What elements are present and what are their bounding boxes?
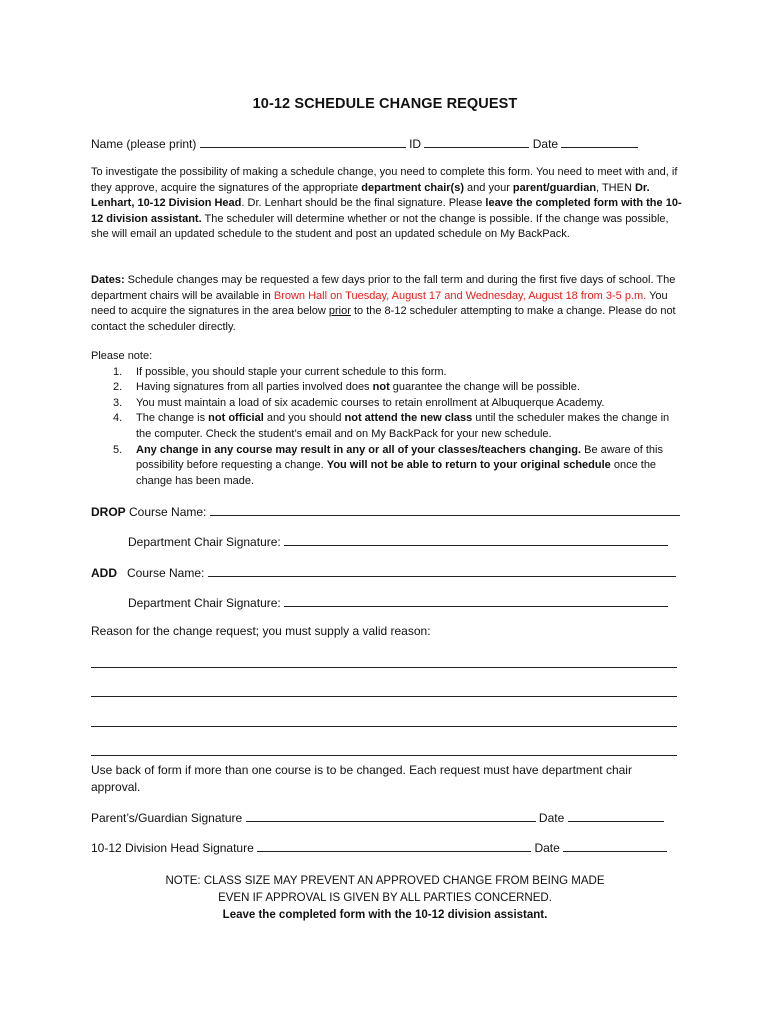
reason-line-1[interactable]	[91, 667, 677, 668]
list-text: guarantee the change will be possible.	[389, 381, 580, 394]
list-text: until the scheduler makes the change in the computer. Check the student’s email and on My BackPack for your new schedule.	[136, 412, 670, 440]
intro-parent: parent/guardian	[512, 181, 597, 194]
add-chair-line	[128, 594, 668, 610]
list-bold: not official	[208, 412, 264, 425]
footer-line-3: Leave the completed form with the 10-12 division assistant.	[222, 909, 548, 921]
footer-line-1: NOTE: CLASS SIZE MAY PREVENT AN APPROVED CHANGE FROM BEING MADE	[165, 875, 605, 887]
name-field[interactable]	[200, 135, 406, 148]
dates-prior: prior	[328, 305, 351, 318]
list-number: 1.	[113, 365, 123, 378]
please-note-section	[91, 349, 687, 489]
intro-text-4: . Dr. Lenhart should be the final signature. Please	[241, 197, 486, 210]
parent-signature-label: Parent’s/Guardian Signature	[91, 811, 243, 825]
add-course-line	[91, 564, 676, 580]
intro-text-1: To investigate the possibility of making a schedule change, you need to complete this form. You need to meet with and, if they approve, acquire the signatures of the appropriate	[91, 166, 678, 194]
id-label: ID	[409, 137, 422, 151]
list-item	[91, 365, 687, 381]
intro-text-2: and your	[464, 181, 513, 194]
drop-chair-line	[128, 533, 668, 549]
footer-line-2: EVEN IF APPROVAL IS GIVEN BY ALL PARTIES CONCERNED.	[218, 892, 552, 904]
drop-label: DROP	[91, 505, 126, 519]
reason-line-2[interactable]	[91, 696, 677, 697]
intro-text-5: The scheduler will determine whether or not the change is possible. If the change was possible, she will email an updated schedule to the student and post an updated schedule on My BackPack.	[91, 212, 669, 241]
division-signature-line	[91, 839, 667, 855]
drop-course-label: Course Name:	[125, 505, 207, 519]
dates-text-2: You need to acquire the signatures in the area below	[91, 289, 668, 318]
add-chair-signature-field[interactable]	[284, 594, 668, 607]
list-item	[91, 411, 687, 442]
list-text: and you should	[263, 412, 345, 425]
list-number: 5.	[113, 443, 123, 456]
page-title: 10-12 SCHEDULE CHANGE REQUEST	[252, 96, 518, 112]
list-item	[91, 380, 687, 396]
add-course-label: Course Name:	[117, 566, 205, 580]
list-bold: Any change in any course may result in any or all of your classes/teachers changing.	[136, 443, 582, 456]
notes-list	[91, 365, 687, 490]
list-text: once the change has been made.	[136, 459, 657, 487]
list-number: 4.	[113, 412, 123, 425]
drop-course-field[interactable]	[210, 503, 680, 516]
back-of-form-note: Use back of form if more than one course is to be changed. Each request must have department chair approval.	[91, 763, 632, 794]
parent-date-label: Date	[538, 811, 565, 825]
reason-line-3[interactable]	[91, 726, 677, 727]
date-label: Date	[532, 137, 559, 151]
intro-text-3: , THEN	[596, 181, 635, 194]
division-signature-label: 10-12 Division Head Signature	[91, 841, 254, 855]
drop-chair-signature-field[interactable]	[284, 533, 668, 546]
dates-text-3: to the 8-12 scheduler attempting to make a change. Please do not contact the scheduler directly.	[91, 305, 676, 333]
add-chair-label: Department Chair Signature:	[128, 596, 281, 610]
list-text: The change is	[136, 412, 209, 425]
name-label: Name (please print)	[91, 137, 197, 151]
list-text: Having signatures from all parties involved does	[136, 381, 373, 394]
reason-line-4[interactable]	[91, 755, 677, 756]
add-course-field[interactable]	[208, 564, 676, 577]
drop-chair-label: Department Chair Signature:	[128, 535, 281, 549]
dates-text-1: Schedule changes may be requested a few days prior to the fall term and during the first five days of school. The department chairs will be available in	[91, 274, 676, 302]
division-date-field[interactable]	[563, 839, 667, 852]
id-field[interactable]	[424, 135, 529, 148]
list-number: 2.	[113, 381, 123, 394]
list-item	[91, 396, 687, 412]
parent-date-field[interactable]	[568, 809, 664, 822]
name-id-date-line	[91, 135, 691, 151]
reason-label: Reason for the change request; you must supply a valid reason:	[91, 624, 431, 638]
list-number: 3.	[113, 396, 123, 409]
footer-note	[0, 873, 770, 924]
dates-paragraph	[91, 273, 687, 335]
list-text: If possible, you should staple your current schedule to this form.	[136, 365, 447, 378]
intro-paragraph	[91, 165, 687, 243]
parent-signature-field[interactable]	[246, 809, 536, 822]
division-date-label: Date	[534, 841, 560, 855]
please-note-label: Please note:	[91, 350, 153, 362]
drop-course-line	[91, 503, 680, 519]
list-text: Be aware of this possibility before requesting a change.	[136, 443, 663, 472]
parent-signature-line	[91, 809, 664, 825]
date-field[interactable]	[561, 135, 638, 148]
list-bold: You will not be able to return to your original schedule	[326, 459, 611, 472]
list-text: You must maintain a load of six academic courses to retain enrollment at Albuquerque Academy.	[136, 396, 605, 409]
dates-availability: Brown Hall on Tuesday, August 17 and Wednesday, August 18 from 3-5 p.m.	[273, 289, 647, 302]
list-bold: not	[372, 381, 390, 394]
add-label: ADD	[91, 566, 117, 580]
division-signature-field[interactable]	[257, 839, 531, 852]
intro-dept-chairs: department chair(s)	[361, 181, 464, 194]
list-item	[91, 443, 687, 490]
list-bold: not attend the new class	[344, 412, 473, 425]
dates-label: Dates:	[91, 274, 125, 286]
intro-leave: leave the completed form with the 10-12 division assistant.	[91, 197, 682, 225]
intro-lenhart: Dr. Lenhart, 10-12 Division Head	[91, 181, 650, 210]
